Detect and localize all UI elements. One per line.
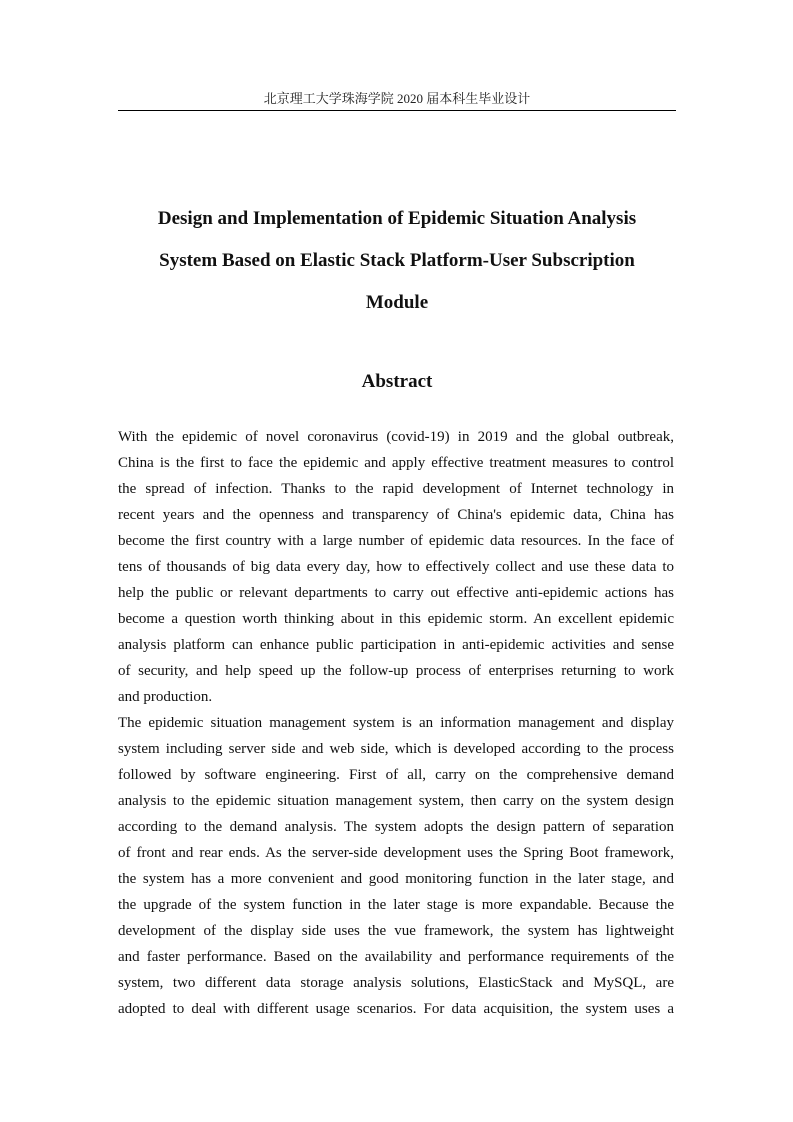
abstract-line: system, two different data storage analysis solutions, ElasticStack and MySQL, are [118,975,674,991]
abstract-line: The epidemic situation management system is an information management and display [118,715,674,731]
header-rule [118,110,676,111]
abstract-line: of front and rear ends. As the server-side development uses the Spring Boot framework, [118,845,674,861]
abstract-line: analysis platform can enhance public participation in anti-epidemic activities and sense [118,637,674,653]
abstract-line: development of the display side uses the vue framework, the system has lightweight [118,923,674,939]
abstract-line: the upgrade of the system function in the later stage is more expandable. Because the [118,897,674,913]
abstract-line: become a question worth thinking about in this epidemic storm. An excellent epidemic [118,611,674,627]
abstract-heading: Abstract [361,371,433,392]
abstract-line: and faster performance. Based on the availability and performance requirements of the [118,949,674,965]
abstract-line: China is the first to face the epidemic and apply effective treatment measures to control [118,455,674,471]
abstract-line: recent years and the openness and transparency of China's epidemic data, China has [118,507,674,523]
abstract-body [118,424,674,1022]
abstract-line: system including server side and web side, which is developed according to the process [118,741,674,757]
abstract-line: and production. [118,689,213,705]
abstract-line: With the epidemic of novel coronavirus (covid-19) in 2019 and the global outbreak, [118,429,674,445]
abstract-line: according to the demand analysis. The system adopts the design pattern of separation [118,819,674,835]
title-line: Module [365,292,429,313]
abstract-line: of security, and help speed up the follow-up process of enterprises returning to work [118,663,674,679]
abstract-line: tens of thousands of big data every day, how to effectively collect and use these data to [118,559,674,575]
running-header: 北京理工大学珠海学院 2020 届本科生毕业设计 [263,91,531,106]
abstract-line: become the first country with a large number of epidemic data resources. In the face of [118,533,674,549]
thesis-title [118,198,676,324]
abstract-line: help the public or relevant departments to carry out effective anti-epidemic actions has [118,585,674,601]
abstract-line: analysis to the epidemic situation management system, then carry on the system design [118,793,674,809]
title-line: System Based on Elastic Stack Platform-User Subscription [159,250,635,271]
abstract-line: adopted to deal with different usage scenarios. For data acquisition, the system uses a [118,1001,674,1017]
abstract-line: followed by software engineering. First of all, carry on the comprehensive demand [118,767,674,783]
abstract-line: the system has a more convenient and good monitoring function in the later stage, and [118,871,674,887]
title-line: Design and Implementation of Epidemic Situation Analysis [157,208,637,229]
abstract-line: the spread of infection. Thanks to the rapid development of Internet technology in [118,481,674,497]
